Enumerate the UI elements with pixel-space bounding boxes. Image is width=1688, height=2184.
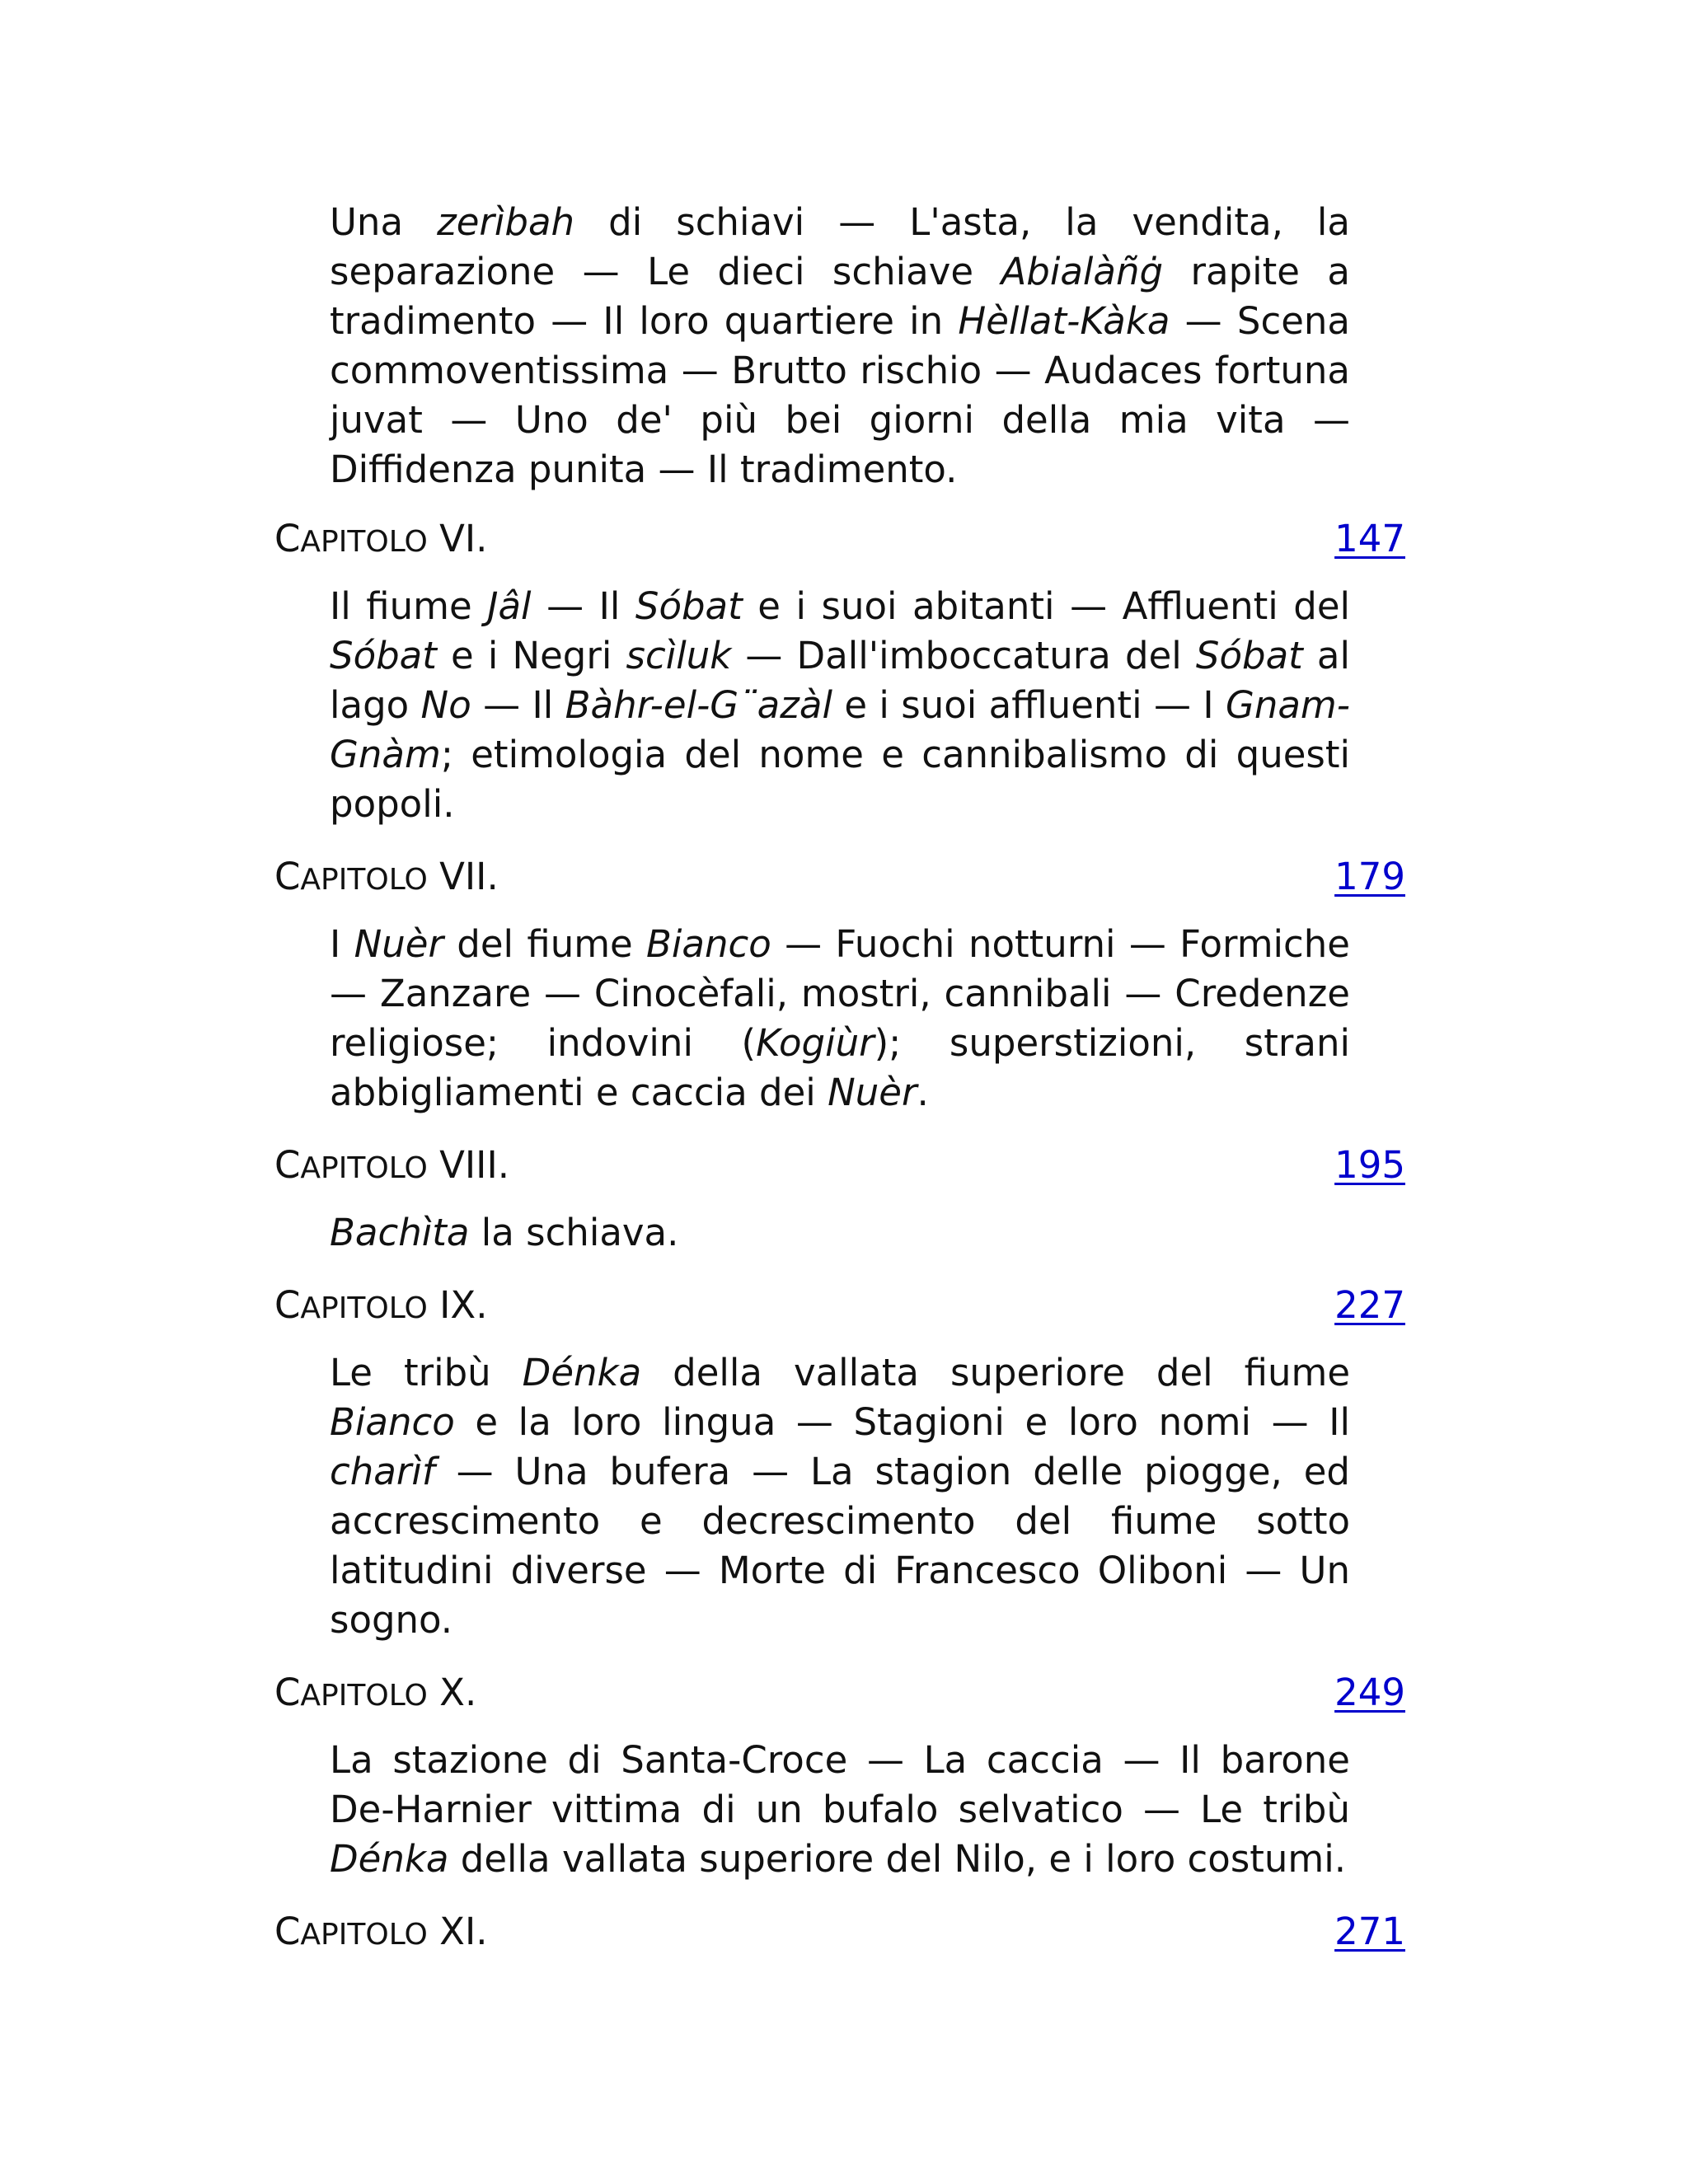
chapter-viii-summary [330,1208,1350,1258]
chapter-number: XI. [427,1910,488,1953]
chapter-label-cap: C [274,1910,301,1953]
page-link-249[interactable]: 249 [1334,1671,1405,1714]
chapter-v-summary [330,198,1350,494]
summary-text: della vallata superiore del Nilo, e i loro costumi. [448,1837,1347,1881]
chapter-vi-summary [330,582,1350,829]
italic-term: Kogiùr [756,1021,874,1065]
chapter-label-small: APITOLO [300,863,428,897]
summary-text: . [917,1071,929,1114]
chapter-label-cap: C [274,1143,301,1187]
summary-text: Il fiume [330,584,488,628]
page-link-147[interactable]: 147 [1334,517,1405,560]
summary-text: I [330,922,354,966]
summary-text: — Scena commoventissima — Brutto rischio — Audaces fortuna juvat — Uno de' più bei giorni della mia vita — Diffidenza punita — Il tradimento. [330,299,1350,491]
italic-term: Gnam-Gnàm [330,683,1351,776]
chapter-label-cap: C [274,855,301,898]
chapter-label-small: APITOLO [300,1918,428,1952]
chapter-x-summary [330,1736,1350,1884]
page-link-227[interactable]: 227 [1334,1283,1405,1327]
chapter-number: VI. [427,517,488,560]
italic-term: Bàhr-el-G¨azàl [565,683,832,727]
italic-term: Hèllat-Kàka [958,299,1170,343]
italic-term: Bachìta [330,1211,470,1254]
summary-text: — Fuochi notturni — Formiche — Zanzare — Cinocèfali, mostri, cannibali — Credenze religiose; indovini ( [330,922,1350,1065]
italic-term: Bianco [646,922,771,966]
summary-text: e i suoi affluenti — I [832,683,1226,727]
chapter-label-small: APITOLO [300,525,428,559]
chapter-label [274,1141,509,1193]
italic-term: Nuèr [828,1071,917,1114]
chapter-vii-heading [274,852,1405,902]
chapter-number: X. [427,1671,477,1714]
italic-term: Sóbat [1195,634,1303,677]
chapter-label-small: APITOLO [300,1151,428,1185]
summary-text: Le tribù [330,1351,523,1394]
chapter-x-heading [274,1668,1405,1718]
chapter-label [274,514,487,567]
chapter-ix-heading [274,1281,1405,1330]
chapter-label-small: APITOLO [300,1291,428,1325]
chapter-number: IX. [427,1283,488,1327]
summary-text: del fiume [443,922,647,966]
italic-term: Dénka [330,1837,449,1881]
chapter-number: VIII. [427,1143,510,1187]
summary-text: al lago [330,634,1351,727]
summary-text: di schiavi — L'asta, la vendita, la separazione — Le dieci schiave [330,200,1350,293]
chapter-label [274,1668,476,1721]
summary-text: e la loro lingua — Stagioni e loro nomi — Il [454,1400,1350,1444]
italic-term: No [420,683,471,727]
chapter-vii-summary [330,920,1350,1118]
italic-term: charìf [330,1450,435,1493]
summary-text: — Una bufera — La stagion delle piogge, ed accrescimento e decrescimento del fiume sotto latitudini diverse — Morte di Francesco Oliboni — Un sogno. [330,1450,1350,1642]
chapter-label-cap: C [274,1671,301,1714]
summary-text: e i Negri [436,634,626,677]
italic-term: Sóbat [635,584,743,628]
italic-term: scìluk [626,634,732,677]
summary-text: della vallata superiore del fiume [641,1351,1350,1394]
italic-term: Sóbat [330,634,437,677]
summary-text: ; etimologia del nome e cannibalismo di questi popoli. [330,733,1350,826]
summary-text: La stazione di Santa-Croce — La caccia — Il barone De-Harnier vittima di un bufalo selvatico — Le tribù [330,1738,1350,1831]
chapter-viii-heading [274,1141,1405,1190]
summary-text: — Il [471,683,565,727]
chapter-label [274,852,499,905]
summary-text: rapite a tradimento — Il loro quartiere in [330,250,1350,343]
chapter-label [274,1281,488,1333]
italic-term: Nuèr [354,922,443,966]
summary-text: ); superstizioni, strani abbigliamenti e caccia dei [330,1021,1350,1114]
summary-text: e i suoi abitanti — Affluenti del [742,584,1351,628]
chapter-label [274,1907,488,1960]
italic-term: Dénka [522,1351,642,1394]
chapter-label-small: APITOLO [300,1679,428,1713]
chapter-label-cap: C [274,1283,301,1327]
chapter-label-cap: C [274,517,301,560]
italic-term: Abialàñġ [1001,250,1164,293]
italic-term: Bianco [330,1400,455,1444]
summary-text: — Dall'imboccatura del [731,634,1196,677]
chapter-xi-heading [274,1907,1405,1957]
page-link-179[interactable]: 179 [1334,855,1405,898]
summary-text: — Il [531,584,635,628]
summary-text: Una [330,200,438,244]
italic-term: Jâl [487,584,532,628]
chapter-vi-heading [274,514,1405,564]
page-link-271[interactable]: 271 [1334,1910,1405,1953]
summary-text: la schiava. [469,1211,679,1254]
chapter-ix-summary [330,1348,1350,1645]
page-link-195[interactable]: 195 [1334,1143,1405,1187]
italic-term: zerìbah [437,200,575,244]
chapter-number: VII. [427,855,499,898]
